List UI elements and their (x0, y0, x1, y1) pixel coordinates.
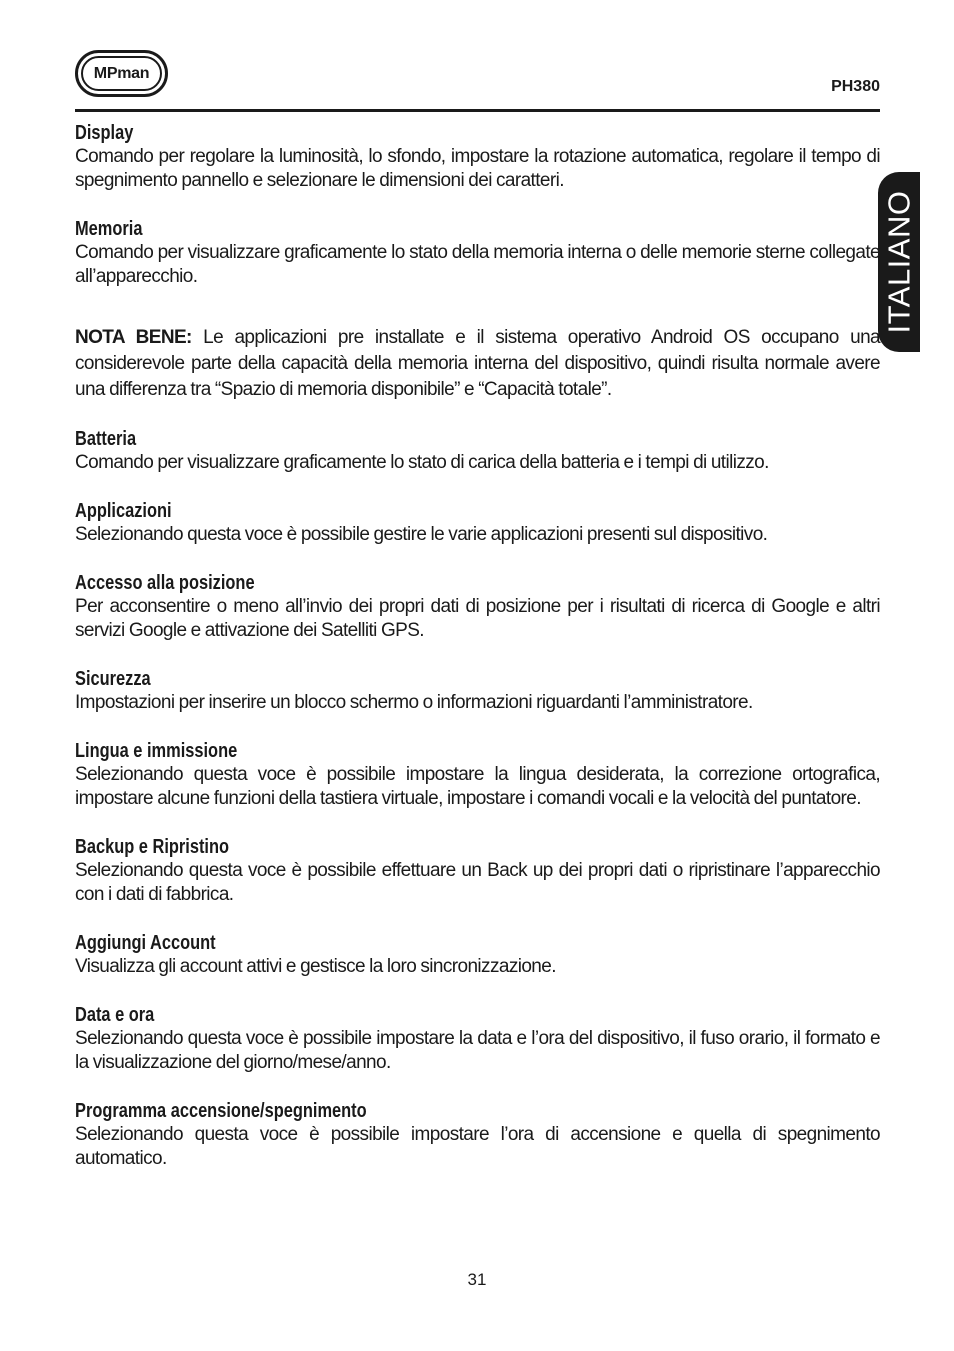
mpman-logo (75, 50, 168, 97)
section-text: Selezionando questa voce è possibile impostare la data e l’ora del dispositivo, il fuso orario, il formato e la visualizzazione del giorno/mese/anno. (75, 1028, 880, 1073)
section-text: Selezionando questa voce è possibile impostare la lingua desiderata, la correzione ortografica, impostare alcune funzioni della tastiera virtuale, impostare i comandi vocali e la velocità del puntatore. (75, 764, 880, 809)
note-label: NOTA BENE: (75, 327, 192, 348)
page-number: 31 (467, 1270, 487, 1289)
section-text: Comando per regolare la luminosità, lo sfondo, impostare la rotazione automatica, regolare il tempo di spegnimento pannello e selezionare le dimensioni dei caratteri. (75, 146, 880, 191)
section-text: Visualizza gli account attivi e gestisce la loro sincronizzazione. (75, 956, 556, 977)
section-title: Accesso alla posizione (75, 572, 255, 594)
note-block (75, 325, 880, 403)
section-text: Comando per visualizzare graficamente lo stato di carica della batteria e i tempi di utilizzo. (75, 452, 769, 473)
section-lingua (75, 739, 880, 811)
section-text: Selezionando questa voce è possibile gestire le varie applicazioni presenti sul dispositivo. (75, 524, 768, 545)
section-applicazioni (75, 499, 880, 547)
note-paragraph (75, 325, 880, 403)
section-text: Comando per visualizzare graficamente lo stato della memoria interna o delle memorie sterne collegate all’apparecchio. (75, 242, 880, 287)
logo-text: MPman (93, 64, 150, 82)
section-title: Batteria (75, 428, 137, 450)
section-title: Backup e Ripristino (75, 836, 230, 858)
section-text: Impostazioni per inserire un blocco schermo o informazioni riguardanti l’amministratore. (75, 692, 753, 713)
section-display (75, 121, 880, 193)
section-sicurezza (75, 667, 880, 715)
section-title: Lingua e immissione (75, 740, 238, 762)
section-data-ora (75, 1003, 880, 1075)
manual-content (75, 121, 880, 1171)
section-text: Per acconsentire o meno all’invio dei propri dati di posizione per i risultati di ricerca di Google e altri servizi Google e attivazione dei Satelliti GPS. (75, 596, 880, 641)
section-title: Memoria (75, 218, 143, 240)
section-title: Applicazioni (75, 500, 172, 522)
section-text: Selezionando questa voce è possibile effettuare un Back up dei propri dati o ripristinare l’apparecchio con i dati di fabbrica. (75, 860, 880, 905)
section-title: Display (75, 122, 134, 144)
header-rule (75, 109, 880, 112)
section-batteria (75, 427, 880, 475)
section-title: Data e ora (75, 1004, 155, 1026)
section-title: Sicurezza (75, 668, 151, 690)
language-tab-label: ITALIANO (881, 190, 916, 334)
section-title: Aggiungi Account (75, 932, 216, 954)
language-tab (878, 172, 920, 352)
section-account (75, 931, 880, 979)
section-backup (75, 835, 880, 907)
model-number: PH380 (831, 78, 880, 95)
section-title: Programma accensione/spegnimento (75, 1100, 367, 1122)
section-memoria (75, 217, 880, 289)
section-text: Selezionando questa voce è possibile impostare l’ora di accensione e quella di spegnimento automatico. (75, 1124, 880, 1169)
section-accesso-posizione (75, 571, 880, 643)
section-programma (75, 1099, 880, 1171)
logo-inner-ring (81, 56, 162, 91)
note-text: Le applicazioni pre installate e il sistema operativo Android OS occupano una considerevole parte della capacità della memoria interna del dispositivo, quindi risulta normale avere una differenza tra “Spazio di memoria disponibile” e “Capacità totale”. (75, 327, 881, 400)
